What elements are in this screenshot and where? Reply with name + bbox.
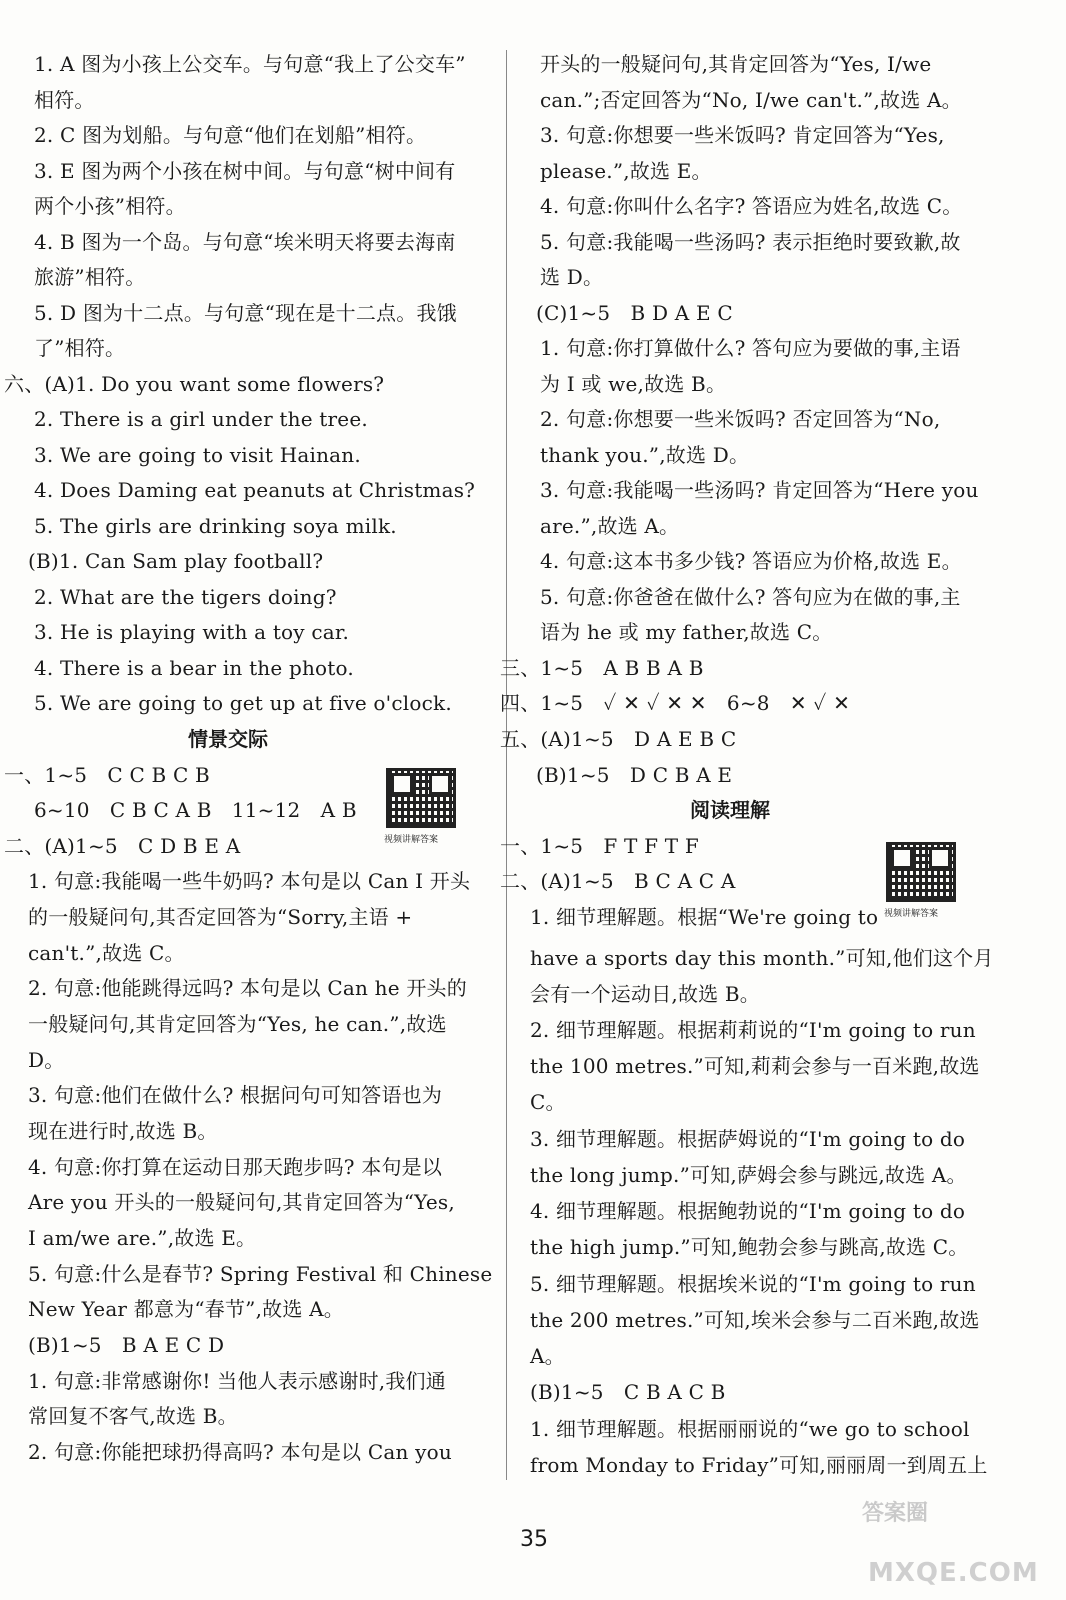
text-line: the 100 metres.”可知,莉莉会参与一百米跑,故选 — [530, 1054, 980, 1078]
section-line: 二、(A)1~5 C D B E A — [4, 834, 241, 858]
text-line: 两个小孩”相符。 — [34, 194, 186, 218]
text-line: 4. Does Daming eat peanuts at Christmas? — [34, 478, 476, 502]
text-line: (B)1. Can Sam play football? — [28, 549, 324, 573]
text-line: 了”相符。 — [34, 336, 126, 360]
column-divider — [506, 50, 507, 1480]
text-line: 5. D 图为十二点。与句意“现在是十二点。我饿 — [34, 301, 457, 325]
qr-caption: 视频讲解答案 — [884, 909, 939, 919]
text-line: are.”,故选 A。 — [540, 514, 680, 538]
text-line: 1. 句意:非常感谢你! 当他人表示感谢时,我们通 — [28, 1369, 446, 1393]
text-line: 1. A 图为小孩上公交车。与句意“我上了公交车” — [34, 52, 466, 76]
text-line: 3. 句意:你想要一些米饭吗? 肯定回答为“Yes, — [540, 123, 945, 147]
text-line: (B)1~5 C B A C B — [530, 1380, 726, 1404]
section-line: 五、(A)1~5 D A E B C — [500, 727, 737, 751]
text-line: 相符。 — [34, 88, 95, 112]
watermark-url: MXQE.COM — [868, 1558, 1039, 1588]
watermark-logo: 答案圈 — [862, 1501, 929, 1526]
text-line: 5. 句意:什么是春节? Spring Festival 和 Chinese — [28, 1262, 493, 1286]
text-line: 2. 细节理解题。根据莉莉说的“I'm going to run — [530, 1018, 976, 1042]
text-line: the long jump.”可知,萨姆会参与跳远,故选 A。 — [530, 1163, 967, 1187]
section-title-situational: 情景交际 — [188, 727, 268, 751]
text-line: 为 I 或 we,故选 B。 — [540, 372, 727, 396]
text-line: 3. He is playing with a toy car. — [34, 620, 350, 644]
text-line: D。 — [28, 1048, 65, 1072]
text-line: 的一般疑问句,其否定回答为“Sorry,主语 + — [28, 905, 413, 929]
text-line: 一般疑问句,其肯定回答为“Yes, he can.”,故选 — [28, 1012, 447, 1036]
text-line: can.”;否定回答为“No, I/we can't.”,故选 A。 — [540, 88, 962, 112]
text-line: 2. 句意:你想要一些米饭吗? 否定回答为“No, — [540, 407, 941, 431]
section-title-reading: 阅读理解 — [690, 798, 770, 822]
page-number: 35 — [520, 1527, 548, 1552]
text-line: I am/we are.”,故选 E。 — [28, 1226, 257, 1250]
text-line: 3. 句意:他们在做什么? 根据问句可知答语也为 — [28, 1083, 443, 1107]
text-line: 会有一个运动日,故选 B。 — [530, 982, 761, 1006]
text-line: 5. We are going to get up at five o'clock. — [34, 691, 452, 715]
text-line: 开头的一般疑问句,其肯定回答为“Yes, I/we — [540, 52, 932, 76]
text-line: 1. 细节理解题。根据“We're going to — [530, 905, 879, 929]
text-line: 5. 细节理解题。根据埃米说的“I'm going to run — [530, 1272, 976, 1296]
text-line: (B)1~5 B A E C D — [28, 1333, 225, 1357]
text-line: please.”,故选 E。 — [540, 159, 712, 183]
qr-code-icon — [386, 768, 456, 828]
text-line: 5. 句意:我能喝一些汤吗? 表示拒绝时要致歉,故 — [540, 230, 961, 254]
text-line: 现在进行时,故选 B。 — [28, 1119, 218, 1143]
text-line: from Monday to Friday”可知,丽丽周一到周五上 — [530, 1453, 988, 1477]
text-line: the 200 metres.”可知,埃米会参与二百米跑,故选 — [530, 1308, 980, 1332]
text-line: 4. There is a bear in the photo. — [34, 656, 354, 680]
text-line: 4. 句意:你叫什么名字? 答语应为姓名,故选 C。 — [540, 194, 963, 218]
text-line: 语为 he 或 my father,故选 C。 — [540, 620, 833, 644]
section-line: 三、1~5 A B B A B — [500, 656, 704, 680]
text-line: 2. 句意:你能把球扔得高吗? 本句是以 Can you — [28, 1440, 452, 1464]
text-line: New Year 都意为“春节”,故选 A。 — [28, 1297, 344, 1321]
text-line: (C)1~5 B D A E C — [536, 301, 733, 325]
text-line: 5. The girls are drinking soya milk. — [34, 514, 397, 538]
text-line: have a sports day this month.”可知,他们这个月 — [530, 946, 994, 970]
text-line: 1. 句意:你打算做什么? 答句应为要做的事,主语 — [540, 336, 961, 360]
text-line: 旅游”相符。 — [34, 265, 146, 289]
text-line: 6~10 C B C A B 11~12 A B — [34, 798, 357, 822]
text-line: 5. 句意:你爸爸在做什么? 答句应为在做的事,主 — [540, 585, 961, 609]
section-line: 一、1~5 C C B C B — [4, 763, 210, 787]
text-line: 2. 句意:他能跳得远吗? 本句是以 Can he 开头的 — [28, 976, 467, 1000]
text-line: thank you.”,故选 D。 — [540, 443, 750, 467]
text-line: the high jump.”可知,鲍勃会参与跳高,故选 C。 — [530, 1235, 969, 1259]
text-line: 4. 句意:这本书多少钱? 答语应为价格,故选 E。 — [540, 549, 962, 573]
section-line: 一、1~5 F T F T F — [500, 834, 699, 858]
qr-caption: 视频讲解答案 — [384, 835, 439, 845]
text-line: 3. 细节理解题。根据萨姆说的“I'm going to do — [530, 1127, 966, 1151]
text-line: C。 — [530, 1090, 566, 1114]
text-line: 1. 细节理解题。根据丽丽说的“we go to school — [530, 1417, 970, 1441]
text-line: 2. There is a girl under the tree. — [34, 407, 368, 431]
text-line: 4. B 图为一个岛。与句意“埃米明天将要去海南 — [34, 230, 456, 254]
text-line: 1. 句意:我能喝一些牛奶吗? 本句是以 Can I 开头 — [28, 869, 471, 893]
text-line: 3. We are going to visit Hainan. — [34, 443, 361, 467]
text-line: 2. C 图为划船。与句意“他们在划船”相符。 — [34, 123, 427, 147]
qr-code-icon — [886, 842, 956, 902]
text-line: 4. 句意:你打算在运动日那天跑步吗? 本句是以 — [28, 1155, 443, 1179]
section-line: 六、(A)1. Do you want some flowers? — [4, 372, 385, 396]
text-line: 选 D。 — [540, 265, 604, 289]
text-line: can't.”,故选 C。 — [28, 941, 185, 965]
text-line: 常回复不客气,故选 B。 — [28, 1404, 238, 1428]
text-line: 3. 句意:我能喝一些汤吗? 肯定回答为“Here you — [540, 478, 979, 502]
text-line: A。 — [530, 1344, 565, 1368]
text-line: 3. E 图为两个小孩在树中间。与句意“树中间有 — [34, 159, 456, 183]
text-line: 4. 细节理解题。根据鲍勃说的“I'm going to do — [530, 1199, 966, 1223]
text-line: 2. What are the tigers doing? — [34, 585, 337, 609]
text-line: Are you 开头的一般疑问句,其肯定回答为“Yes, — [28, 1190, 455, 1214]
section-line: 二、(A)1~5 B C A C A — [500, 869, 736, 893]
section-line: 四、1~5 ✓ ✕ ✓ ✕ ✕ 6~8 ✕ ✓ ✕ — [500, 691, 851, 715]
text-line: (B)1~5 D C B A E — [536, 763, 733, 787]
